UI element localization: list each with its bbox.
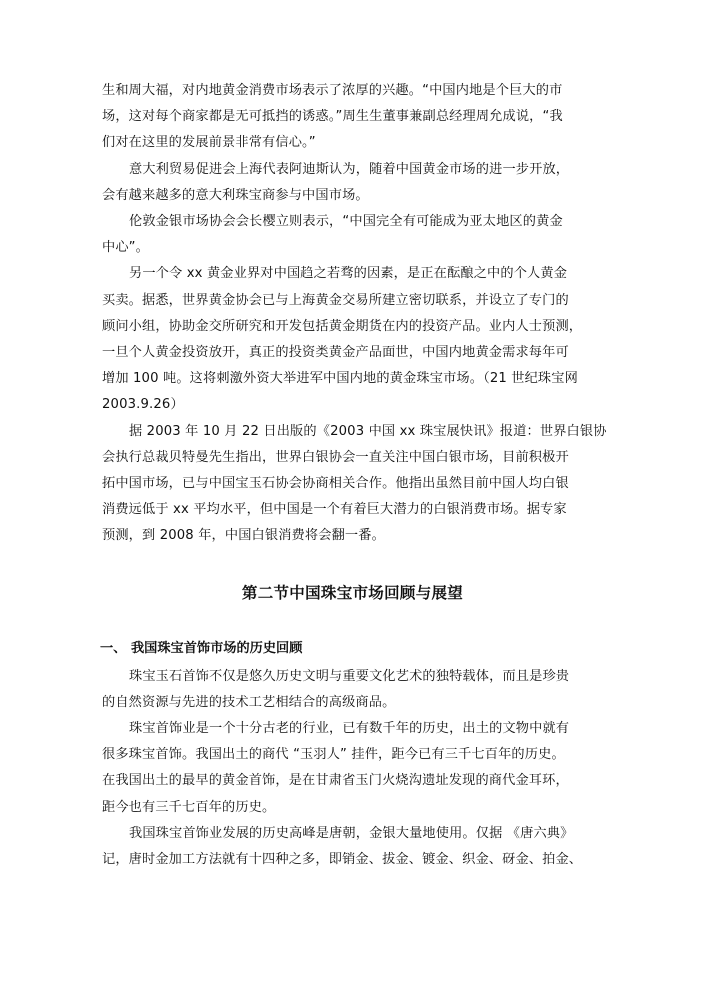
section-title: 第二节中国珠宝市场回顾与展望 — [241, 583, 464, 602]
text-line: 们对在这里的发展前景非常有信心。” — [102, 135, 316, 151]
text-line: 场，这对每个商家都是无可抵挡的诱惑。”周生生董事兼副总经理周允成说，“我 — [102, 109, 563, 125]
text-line: 在我国出土的最早的黄金首饰，是在甘肃省玉门火烧沟遗址发现的商代金耳环， — [102, 773, 569, 789]
paragraph — [102, 821, 603, 873]
text-line: 记，唐时金加工方法就有十四种之多，即销金、拔金、镀金、织金、砑金、拍金、 — [102, 852, 583, 868]
paragraph — [102, 78, 603, 157]
sub-heading: 一、 我国珠宝首饰市场的历史回顾 — [100, 640, 303, 656]
text-line: 据 2003 年 10 月 22 日出版的《2003 中国 xx 珠宝展快讯》报道：世界白银协 — [129, 423, 607, 439]
paragraph — [102, 261, 603, 418]
paragraph — [102, 716, 603, 821]
text-line: 距今也有三千七百年的历史。 — [102, 799, 276, 815]
text-line: 消费远低于 xx 平均水平，但中国是一个有着巨大潜力的白银消费市场。据专家 — [102, 502, 567, 518]
text-line: 一旦个人黄金投资放开，真正的投资类黄金产品面世，中国内地黄金需求每年可 — [102, 345, 569, 361]
text-line: 意大利贸易促进会上海代表阿迪斯认为，随着中国黄金市场的进一步开放， — [129, 161, 570, 177]
top-paragraphs — [102, 78, 607, 550]
paragraph — [102, 157, 603, 209]
text-line: 增加 100 吨。这将刺激外资大举进军中国内地的黄金珠宝市场。（21 世纪珠宝网 — [102, 371, 578, 387]
text-line: 珠宝首饰业是一个十分古老的行业，已有数千年的历史，出土的文物中就有 — [129, 721, 570, 737]
text-line: 会执行总裁贝特曼先生指出，世界白银协会一直关注中国白银市场，目前积极开 — [102, 449, 569, 465]
text-line: 伦敦金银市场协会会长樱立则表示，“中国完全有可能成为亚太地区的黄金 — [129, 214, 563, 230]
text-line: 我国珠宝首饰业发展的历史高峰是唐朝，金银大量地使用。仅据 《唐六典》 — [129, 825, 574, 841]
paragraph — [102, 419, 607, 550]
paragraph — [102, 209, 603, 261]
text-line: 生和周大福，对内地黄金消费市场表示了浓厚的兴趣。“中国内地是个巨大的市 — [102, 83, 563, 98]
text-line: 珠宝玉石首饰不仅是悠久历史文明与重要文化艺术的独特载体，而且是珍贵 — [129, 668, 570, 684]
text-line: 的自然资源与先进的技术工艺相结合的高级商品。 — [102, 694, 396, 710]
text-line: 买卖。据悉，世界黄金协会已与上海黄金交易所建立密切联系，并设立了专门的 — [102, 292, 569, 308]
paragraph — [102, 664, 603, 716]
text-line: 会有越来越多的意大利珠宝商参与中国市场。 — [102, 187, 369, 203]
text-line: 中心”。 — [102, 240, 149, 256]
bottom-paragraphs — [102, 664, 603, 874]
text-line: 拓中国市场，已与中国宝玉石协会协商相关合作。他指出虽然目前中国人均白银 — [102, 476, 569, 492]
text-line: 2003.9.26） — [102, 397, 184, 413]
text-line: 顾问小组，协助金交所研究和开发包括黄金期货在内的投资产品。业内人士预测， — [102, 318, 583, 334]
text-line: 很多珠宝首饰。我国出土的商代 “玉羽人” 挂件，距今已有三千七百年的历史。 — [102, 747, 565, 763]
text-line: 预测，到 2008 年，中国白银消费将会翻一番。 — [102, 528, 385, 544]
text-line: 另一个令 xx 黄金业界对中国趋之若骛的因素，是正在酝酿之中的个人黄金 — [129, 266, 568, 282]
